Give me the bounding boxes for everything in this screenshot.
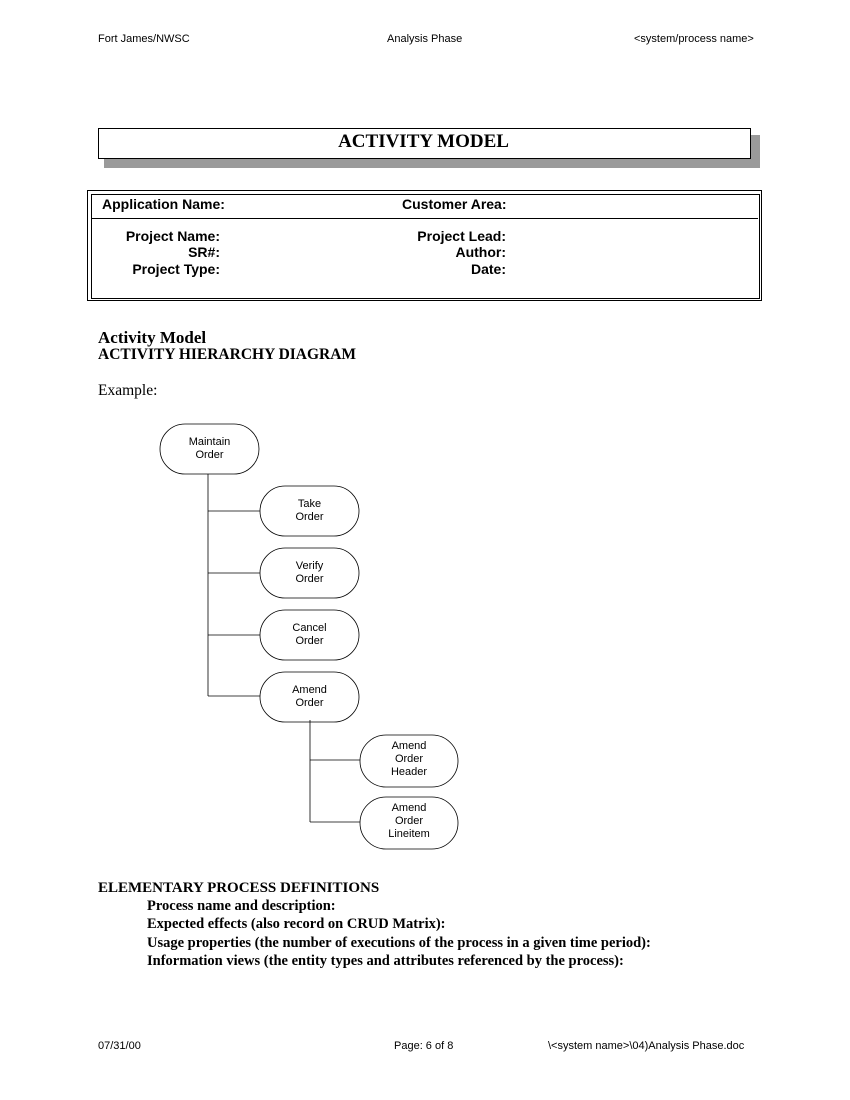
node-text: Cancel bbox=[292, 622, 327, 634]
node-label bbox=[260, 622, 359, 648]
node-text: Amend bbox=[391, 802, 427, 814]
example-label: Example: bbox=[98, 382, 158, 399]
node-label bbox=[160, 436, 259, 462]
section-heading: Activity Model bbox=[98, 328, 207, 347]
node-text: Order bbox=[295, 573, 324, 585]
section-subheading: ACTIVITY HIERARCHY DIAGRAM bbox=[98, 346, 357, 363]
header-left: Fort James/NWSC bbox=[98, 33, 190, 45]
elementary-heading: ELEMENTARY PROCESS DEFINITIONS bbox=[98, 880, 380, 896]
application-name-label: Application Name: bbox=[102, 196, 225, 212]
definition-item: Usage properties (the number of executions of the process in a given time period): bbox=[147, 935, 651, 951]
node-text: Take bbox=[297, 498, 322, 510]
header-center: Analysis Phase bbox=[387, 33, 463, 45]
node-text: Header bbox=[390, 766, 428, 778]
definition-item: Process name and description: bbox=[147, 898, 336, 914]
customer-area-label: Customer Area: bbox=[402, 196, 507, 212]
project-name-label: Project Name: bbox=[125, 228, 220, 244]
node-text: Lineitem bbox=[388, 828, 430, 840]
node-label bbox=[260, 684, 359, 710]
footer-date: 07/31/00 bbox=[98, 1040, 141, 1052]
node-label bbox=[360, 802, 458, 841]
node-label bbox=[260, 560, 359, 586]
footer-page: Page: 6 of 8 bbox=[394, 1040, 454, 1052]
node-text: Amend bbox=[292, 684, 327, 696]
node-text: Order bbox=[295, 511, 324, 523]
header-right: <system/process name> bbox=[634, 33, 754, 45]
node-label bbox=[360, 740, 458, 779]
sr-number-label: SR#: bbox=[188, 244, 220, 260]
node-text: Maintain bbox=[188, 436, 231, 448]
node-label bbox=[260, 498, 359, 524]
node-text: Order bbox=[394, 815, 424, 827]
date-label: Date: bbox=[470, 261, 506, 277]
node-text: Order bbox=[295, 697, 324, 709]
node-text: Amend bbox=[391, 740, 427, 752]
project-type-label: Project Type: bbox=[132, 261, 220, 277]
author-label: Author: bbox=[455, 244, 506, 260]
page-title: ACTIVITY MODEL bbox=[338, 131, 509, 152]
node-text: Order bbox=[295, 635, 324, 647]
definition-item: Information views (the entity types and attributes referenced by the process): bbox=[147, 953, 624, 969]
footer-path: \<system name>\04)Analysis Phase.doc bbox=[548, 1040, 745, 1052]
project-lead-label: Project Lead: bbox=[417, 228, 506, 244]
node-text: Verify bbox=[295, 560, 324, 572]
node-text: Order bbox=[195, 449, 224, 461]
definition-item: Expected effects (also record on CRUD Matrix): bbox=[147, 916, 446, 932]
node-text: Order bbox=[394, 753, 424, 765]
